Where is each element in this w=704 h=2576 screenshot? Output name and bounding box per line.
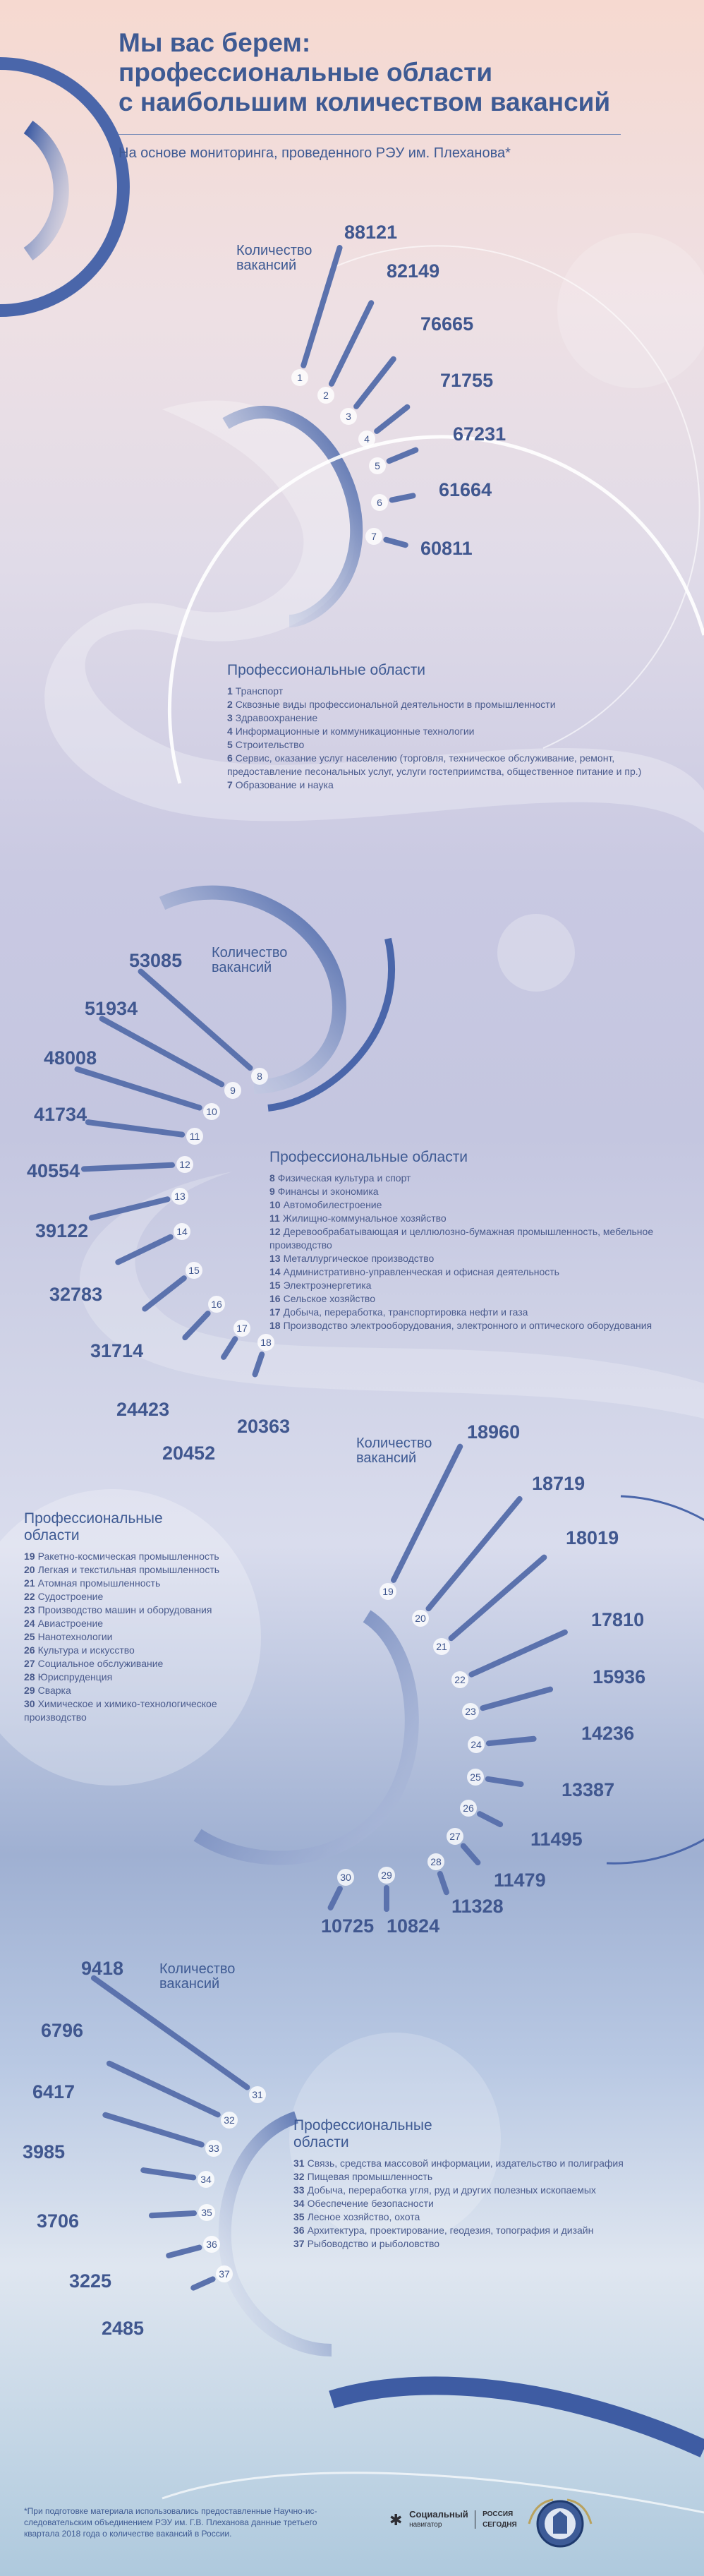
legend-item: 34 Обеспечение безопасности [293,2198,434,2209]
vacancy-count-label: 6796 [41,2020,84,2041]
item-number-badge: 5 [369,457,386,474]
vacancy-count-label: 20452 [162,1443,216,1464]
legend-item: 4 Информационные и коммуникационные технологии [227,726,475,737]
legend-title-line: Профессиональные [293,2117,432,2133]
vacancy-count-label: 51934 [85,998,138,1019]
item-number-badge: 11 [186,1128,203,1145]
legend-item: 5 Строительство [227,739,305,750]
vacancy-count-label: 17810 [591,1609,645,1630]
item-number-badge: 15 [186,1262,202,1279]
legend-list [293,2157,674,2251]
vacancy-count-label: 11495 [530,1829,583,1850]
legend-item: 25 Нанотехнологии [24,1631,113,1642]
legend-item: 28 Юриспруденция [24,1671,113,1683]
legend-title [24,1510,257,1544]
legend-title-line: Профессиональные [24,1510,163,1527]
item-number-badge: 4 [358,431,375,447]
item-number-badge: 24 [468,1736,485,1753]
legend-title-line: области [24,1527,80,1543]
count-label-line: вакансий [236,258,297,273]
vacancy-count-label: 67231 [453,423,506,445]
item-number-badge: 29 [378,1867,395,1884]
count-label-line: Количество [159,1961,236,1977]
item-number-badge: 30 [337,1869,354,1886]
item-number-badge: 12 [176,1156,193,1173]
count-label-line: вакансий [159,1976,220,1992]
vacancy-count-label: 82149 [387,260,440,282]
legend-item: 15 Электроэнергетика [269,1280,372,1291]
legend-title-line: области [293,2134,349,2150]
item-number-badge: 14 [174,1223,190,1240]
university-emblem-icon [525,2496,595,2549]
legend-item: 22 Судостроение [24,1591,104,1602]
logo-text: РОССИЯ [483,2510,514,2518]
footnote [24,2505,356,2539]
legend-item: 1 Транспорт [227,685,284,697]
vacancy-count-label: 11328 [451,1896,504,1917]
legend-item: 6 Сервис, оказание услуг населению (торговля, техническое обслуживание, ремонт, предоставление песональных услуг, услуги гостеприимства, общественное питание и пр.) [227,752,642,777]
vacancy-count-label: 6417 [32,2081,75,2102]
legend-item: 3 Здравоохранение [227,712,318,723]
item-number-badge: 20 [412,1610,429,1627]
legend-list [24,1550,257,1724]
vacancy-count-label: 3225 [69,2270,112,2292]
item-number-badge: 1 [291,369,308,386]
item-number-badge: 25 [467,1769,484,1786]
item-number-badge: 26 [460,1800,477,1817]
legend-item: 7 Образование и наука [227,779,334,790]
vacancy-count-label: 88121 [344,222,398,243]
item-number-badge: 37 [216,2265,233,2282]
vacancy-count-label: 18719 [532,1473,585,1494]
item-number-badge: 19 [380,1583,396,1600]
legend-item: 23 Производство машин и оборудования [24,1604,212,1615]
vacancy-count-label: 39122 [35,1220,89,1241]
legend-item: 20 Легкая и текстильная промышленность [24,1564,220,1575]
vacancy-count-label: 18019 [566,1527,619,1548]
legend-item: 8 Физическая культура и спорт [269,1172,411,1184]
item-number-badge: 33 [205,2140,222,2157]
item-number-badge: 32 [221,2112,238,2129]
legend-item: 19 Ракетно-космическая промышленность [24,1551,219,1562]
legend-item: 29 Сварка [24,1685,71,1696]
title-line: с наибольшим количеством вакансий [119,88,611,116]
social-navigator-logo [389,2509,517,2530]
count-label-line: Количество [356,1436,432,1451]
item-number-badge: 9 [224,1082,241,1099]
logo-text: навигатор [409,2521,442,2529]
vacancy-count-label: 15936 [593,1666,646,1687]
item-number-badge: 28 [427,1853,444,1870]
vacancy-count-label: 2485 [102,2318,145,2339]
vacancy-count-label: 18960 [467,1421,521,1443]
item-number-badge: 8 [251,1068,268,1085]
vacancy-count-label: 20363 [237,1416,291,1437]
vacancy-count-label: 10725 [321,1915,375,1937]
legend-item: 9 Финансы и экономика [269,1186,379,1197]
legend-item: 11 Жилищно-коммунальное хозяйство [269,1212,447,1224]
legend-list [227,685,672,792]
legend-title: Профессиональные области [227,662,426,678]
vacancy-count-label: 41734 [34,1104,87,1125]
logo-mark-icon: ✱ [389,2510,403,2529]
count-label [356,1436,432,1466]
legend-4 [293,2117,674,2251]
legend-item: 32 Пищевая промышленность [293,2171,433,2182]
vacancy-count-label: 60811 [420,538,473,559]
legend-item: 35 Лесное хозяйство, охота [293,2211,420,2222]
legend-item: 18 Производство электрооборудования, электронного и оптического оборудования [269,1320,653,1331]
item-number-badge: 16 [208,1296,225,1313]
legend-item: 24 Авиастроение [24,1618,104,1629]
item-number-badge: 31 [249,2086,266,2103]
vacancy-count-label: 24423 [116,1399,170,1420]
item-number-badge: 27 [447,1828,463,1845]
vacancy-count-label: 71755 [440,370,494,391]
vacancy-count-label: 61664 [439,479,492,500]
legend-item: 36 Архитектура, проектирование, геодезия, топография и дизайн [293,2225,594,2236]
legend-list [269,1172,675,1332]
count-label [212,946,287,975]
vacancy-count-label: 48008 [44,1047,97,1069]
legend-item: 14 Административно-управленческая и офисная деятельность [269,1266,559,1277]
legend-item: 37 Рыбоводство и рыболовство [293,2238,440,2249]
legend-title [293,2117,674,2151]
count-label-line: Количество [236,243,312,258]
item-number-badge: 7 [365,528,382,545]
title-line: Мы вас берем: [119,28,311,57]
title-line: профессиональные области [119,58,493,87]
count-label [236,243,312,273]
vacancy-count-label: 53085 [129,950,183,971]
logo-text: Социальный [409,2509,468,2520]
count-label [159,1962,235,1992]
item-number-badge: 6 [371,494,388,511]
item-number-badge: 3 [340,408,357,425]
page-subtitle: На основе мониторинга, проведенного РЭУ им. Плеханова* [119,145,511,161]
footnote-line: *При подготовке материала использовались предоставленные Научно-ис- [24,2506,317,2516]
item-number-badge: 34 [198,2171,214,2188]
vacancy-count-label: 14236 [581,1723,635,1744]
legend-item: 2 Сквозные виды профессиональной деятельности в промышленности [227,699,556,710]
vacancy-count-label: 13387 [562,1779,615,1800]
legend-item: 21 Атомная промышленность [24,1577,161,1589]
legend-title: Профессиональные области [269,1149,468,1165]
vacancy-count-label: 11479 [494,1870,546,1891]
vacancy-count-label: 76665 [420,313,474,335]
count-label-line: Количество [212,945,288,961]
legend-item: 10 Автомобилестроение [269,1199,382,1210]
item-number-badge: 21 [433,1638,450,1655]
vacancy-count-label: 40554 [27,1160,80,1181]
count-label-line: вакансий [212,960,272,975]
item-number-badge: 35 [198,2204,215,2221]
vacancy-count-label: 9418 [81,1958,124,1979]
vacancy-count-label: 3706 [37,2210,80,2232]
item-number-badge: 10 [203,1103,220,1120]
vacancy-count-label: 10824 [387,1915,440,1937]
item-number-badge: 23 [462,1703,479,1720]
item-number-badge: 17 [233,1320,250,1337]
legend-2 [269,1149,675,1332]
legend-item: 13 Металлургическое производство [269,1253,435,1264]
logo-text: СЕГОДНЯ [483,2521,517,2529]
legend-item: 16 Сельское хозяйство [269,1293,375,1304]
legend-item: 26 Культура и искусство [24,1644,135,1656]
footnote-line: следовательским объединением РЭУ им. Г.В. Плеханова данные третьего [24,2517,317,2527]
legend-1 [227,662,672,792]
vacancy-count-label: 3985 [23,2141,66,2162]
item-number-badge: 36 [203,2236,220,2253]
legend-item: 17 Добыча, переработка, транспортировка нефти и газа [269,1306,528,1318]
item-number-badge: 18 [257,1334,274,1351]
item-number-badge: 13 [171,1188,188,1205]
vacancy-count-label: 32783 [49,1284,103,1305]
count-label-line: вакансий [356,1450,417,1466]
footnote-line: квартала 2018 года о количестве вакансий в России. [24,2529,232,2539]
legend-item: 31 Связь, средства массовой информации, издательство и полиграфия [293,2157,624,2169]
legend-item: 12 Деревообрабатывающая и целлюлозно-бумажная промышленность, мебельное производство [269,1226,654,1251]
vacancy-count-label: 31714 [90,1340,144,1361]
item-number-badge: 2 [317,387,334,404]
legend-item: 27 Социальное обслуживание [24,1658,164,1669]
legend-item: 33 Добыча, переработка угля, руд и других полезных ископаемых [293,2184,596,2196]
legend-item: 30 Химическое и химико-технологическое производство [24,1698,217,1723]
legend-3 [24,1510,257,1724]
item-number-badge: 22 [451,1671,468,1688]
